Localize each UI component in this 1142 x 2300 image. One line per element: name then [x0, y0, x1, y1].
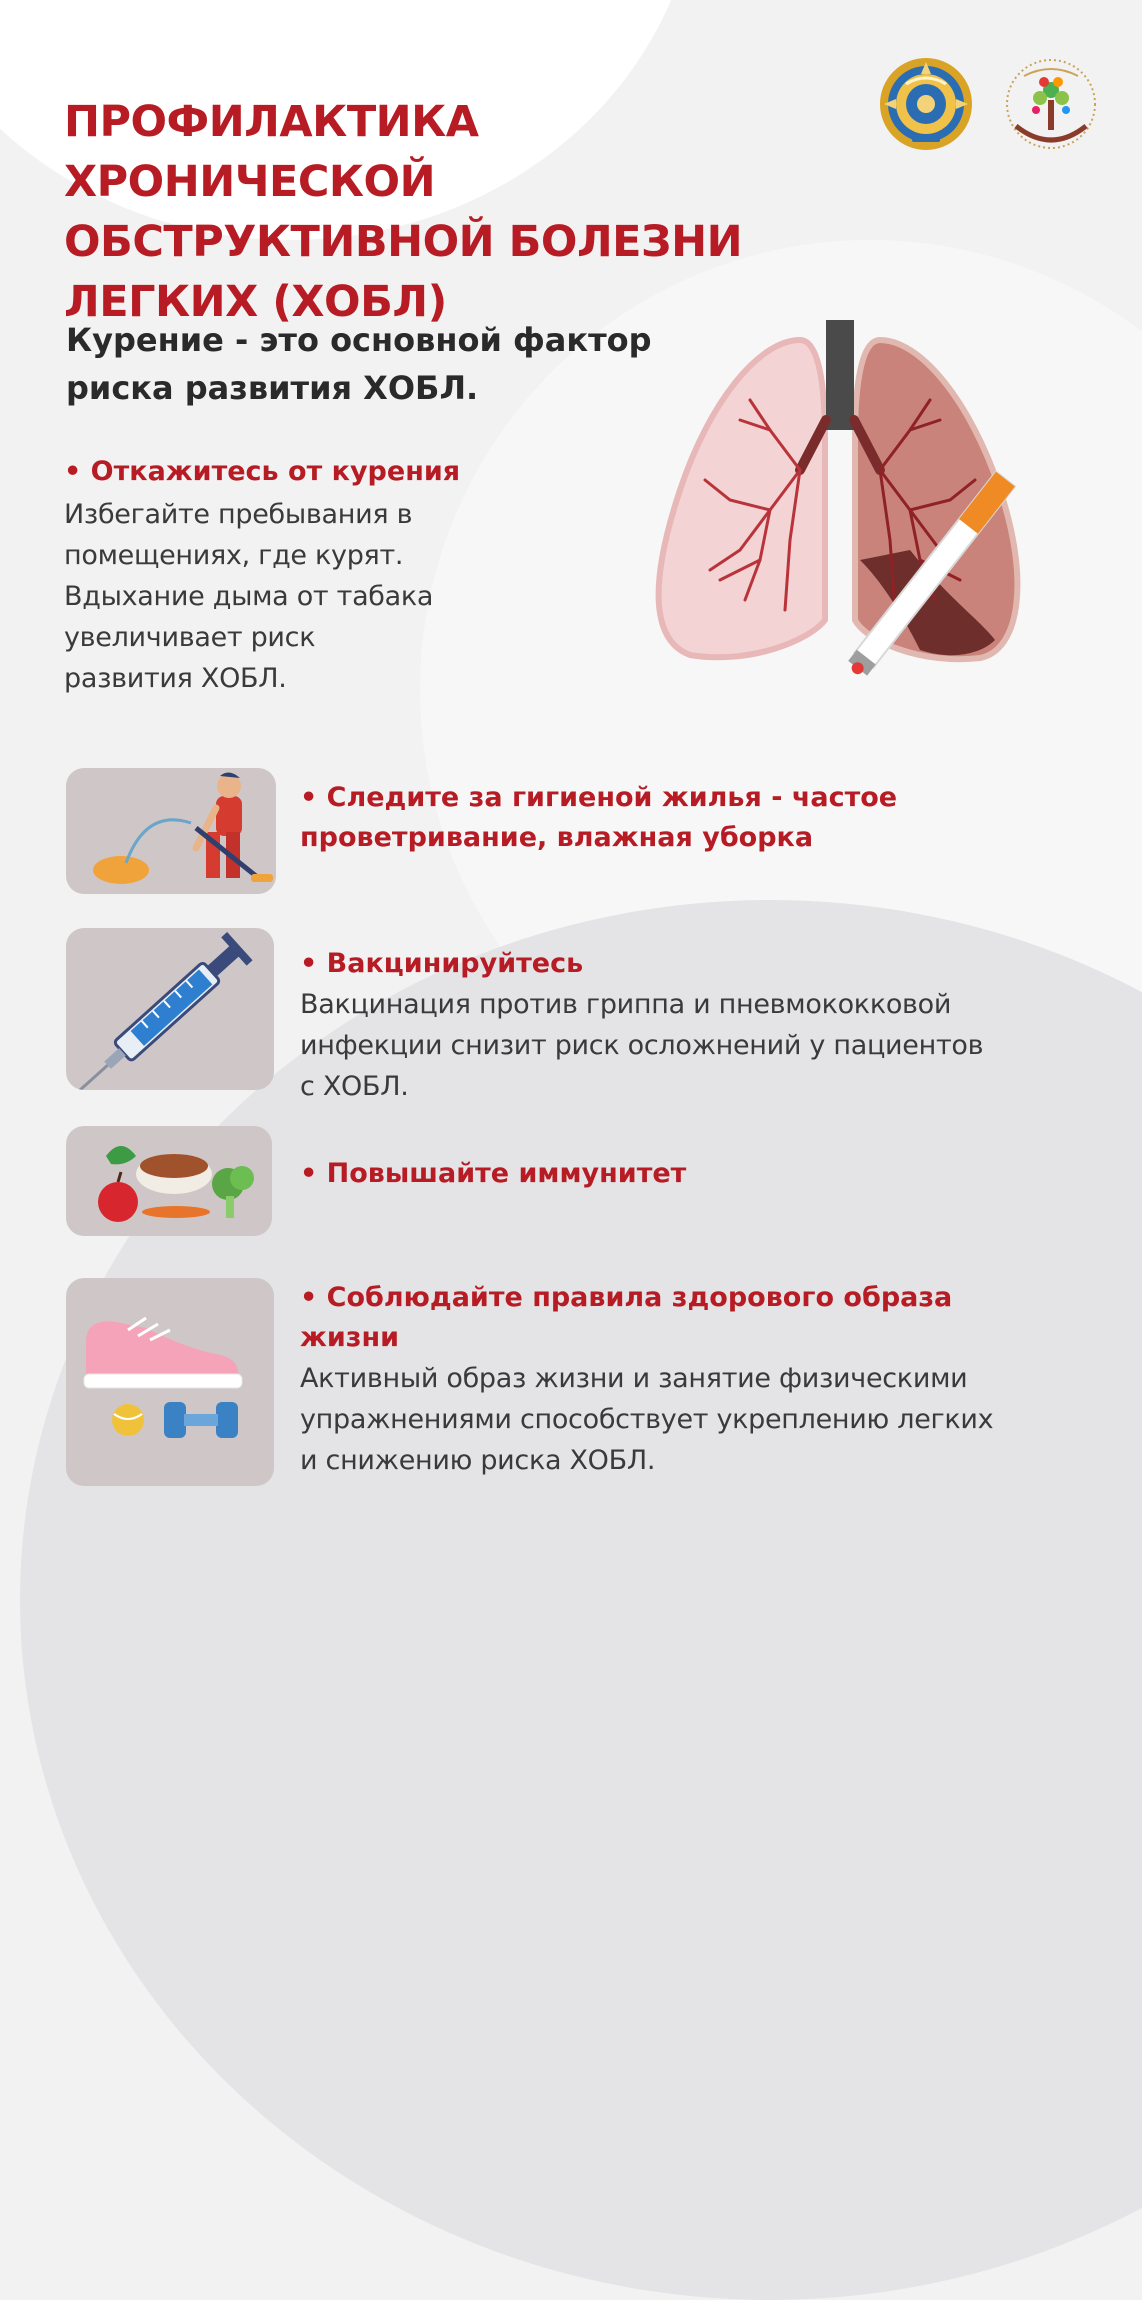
healthy-lifestyle-heading	[300, 1278, 1100, 1358]
quit-smoking-line: развития ХОБЛ.	[64, 663, 287, 694]
home-hygiene-heading-line: • Следите за гигиеной жилья - частое	[300, 782, 898, 813]
quit-smoking-line: Избегайте пребывания в	[64, 499, 413, 530]
vaccination-line: с ХОБЛ.	[300, 1071, 409, 1102]
title-line-3: ЛЕГКИХ (ХОБЛ)	[64, 277, 447, 327]
advice-healthy-lifestyle	[300, 1278, 1100, 1481]
quit-smoking-heading: • Откажитесь от курения	[64, 456, 461, 487]
vaccination-line: Вакцинация против гриппа и пневмококковой	[300, 989, 952, 1020]
healthy-lifestyle-line: Активный образ жизни и занятие физическими	[300, 1363, 968, 1394]
quit-smoking-line: увеличивает риск	[64, 622, 316, 653]
advice-quit-smoking	[64, 452, 624, 699]
healthy-food-icon	[66, 1126, 272, 1236]
home-hygiene-heading-line: проветривание, влажная уборка	[300, 822, 814, 853]
lead-line-2: риска развития ХОБЛ.	[66, 369, 479, 407]
advice-boost-immunity	[300, 1154, 1100, 1194]
healthy-lifestyle-line: и снижению риска ХОБЛ.	[300, 1445, 656, 1476]
vaccination-line: инфекции снизит риск осложнений у пациентов	[300, 1030, 984, 1061]
healthy-lifestyle-line: упражнениями способствует укреплению легких	[300, 1404, 994, 1435]
title-line-2: ОБСТРУКТИВНОЙ БОЛЕЗНИ	[64, 217, 743, 267]
advice-vaccination	[300, 944, 1100, 1107]
lead-line-1: Курение - это основной фактор	[66, 321, 652, 359]
quit-smoking-text	[64, 494, 624, 699]
healthy-lifestyle-text	[300, 1358, 1100, 1481]
home-hygiene-heading	[300, 778, 1100, 858]
lungs-cigarette-icon	[650, 320, 1070, 700]
healthy-lifestyle-heading-line: жизни	[300, 1322, 400, 1353]
advice-home-hygiene	[300, 778, 1100, 858]
healthy-lifestyle-heading-line: • Соблюдайте правила здорового образа	[300, 1282, 953, 1313]
syringe-icon	[66, 928, 274, 1090]
sport-shoe-dumbbell-icon	[66, 1278, 274, 1486]
quit-smoking-line: Вдыхание дыма от табака	[64, 581, 434, 612]
page-title	[64, 92, 864, 332]
background-shape-bottom	[20, 900, 1142, 2300]
quit-smoking-line: помещениях, где курят.	[64, 540, 404, 571]
public-health-organization-logo-icon	[996, 54, 1106, 154]
vaccination-text	[300, 984, 1100, 1107]
kazakhstan-emblem-icon	[876, 54, 976, 154]
boost-immunity-heading: • Повышайте иммунитет	[300, 1158, 687, 1189]
vaccination-heading: • Вакцинируйтесь	[300, 948, 584, 979]
lead-statement	[66, 316, 726, 412]
vacuum-cleaning-icon	[66, 768, 276, 894]
title-line-1: ПРОФИЛАКТИКА ХРОНИЧЕСКОЙ	[64, 97, 479, 207]
